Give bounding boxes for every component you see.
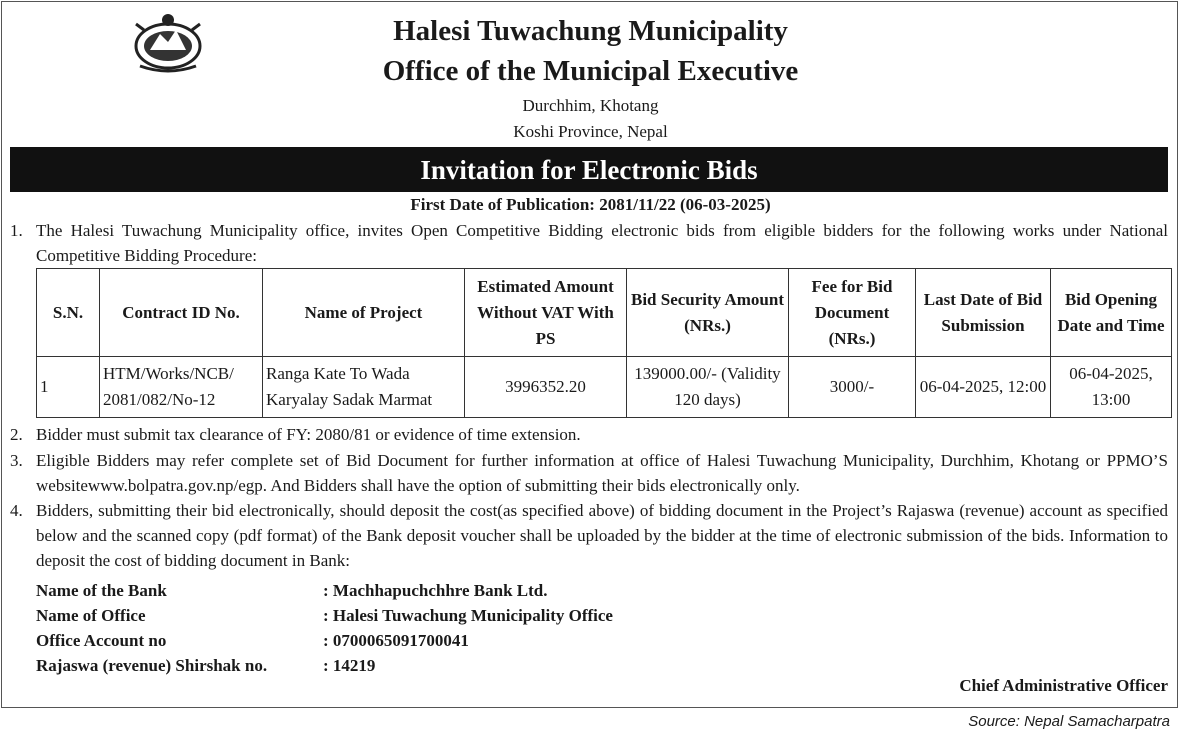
- bank-label: Name of the Bank: [36, 581, 167, 600]
- notice-title: Invitation for Electronic Bids: [10, 147, 1168, 192]
- header-last-date: Last Date of Bid Submission: [916, 269, 1051, 357]
- header-opening: Bid Opening Date and Time: [1051, 269, 1172, 357]
- publication-date: First Date of Publication: 2081/11/22 (06-03-2025): [410, 195, 771, 214]
- bank-label: Name of Office: [36, 606, 146, 625]
- signatory: Chief Administrative Officer: [959, 676, 1168, 695]
- header-bid-security: Bid Security Amount (NRs.): [627, 269, 789, 357]
- bank-row: [36, 653, 936, 678]
- bank-row: [36, 578, 936, 603]
- bid-table: [36, 268, 1172, 418]
- bank-label: Rajaswa (revenue) Shirshak no.: [36, 656, 268, 675]
- office-name: Office of the Municipal Executive: [382, 55, 799, 87]
- bank-row: [36, 603, 936, 628]
- cell-estimate: 3996352.20: [465, 357, 627, 418]
- address-line-1: Durchhim, Khotang: [522, 96, 659, 115]
- cell-contract-id: HTM/Works/NCB/ 2081/082/No-12: [100, 357, 263, 418]
- cell-fee: 3000/-: [789, 357, 916, 418]
- point-number: 2.: [10, 425, 23, 444]
- address-line-2: Koshi Province, Nepal: [513, 122, 668, 141]
- header-fee: Fee for Bid Document (NRs.): [789, 269, 916, 357]
- bank-value: : 0700065091700041: [323, 631, 469, 650]
- bank-details: [36, 578, 936, 678]
- cell-sn: 1: [37, 357, 100, 418]
- cell-last-date: 06-04-2025, 12:00: [916, 357, 1051, 418]
- point-1-text: The Halesi Tuwachung Municipality office, invites Open Competitive Bidding electronic bids from eligible bidders for the following works under National Competitive Bidding Procedure:: [36, 221, 1168, 265]
- bank-value: : Machhapuchchhre Bank Ltd.: [323, 581, 548, 600]
- point-2-text: Bidder must submit tax clearance of FY: 2080/81 or evidence of time extension.: [36, 425, 581, 444]
- cell-project: Ranga Kate To Wada Karyalay Sadak Marmat: [263, 357, 465, 418]
- source-credit: Source: Nepal Samacharpatra: [968, 713, 1170, 730]
- header-contract-id: Contract ID No.: [100, 269, 263, 357]
- point-4-text: Bidders, submitting their bid electronically, should deposit the cost(as specified above) of bidding document in the Project’s Rajaswa (revenue) account as specified below and the scanned copy (pdf format) of the Bank deposit voucher shall be uploaded by the bidder at the time of electronic submission of the bids. Information to deposit the cost of bidding document in Bank:: [36, 501, 1168, 570]
- bank-row: [36, 628, 936, 653]
- cell-bid-security: 139000.00/- (Validity 120 days): [627, 357, 789, 418]
- point-3-text: Eligible Bidders may refer complete set of Bid Document for further information at office of Halesi Tuwachung Municipality, Durchhim, Khotang or PPMO’S websitewww.bolpatra.gov.np/egp. And Bidders shall have the option of submitting their bids electronically only.: [36, 451, 1168, 495]
- table-row: [37, 357, 1172, 418]
- header-project: Name of Project: [263, 269, 465, 357]
- municipality-name: Halesi Tuwachung Municipality: [393, 15, 788, 47]
- bank-value: : Halesi Tuwachung Municipality Office: [323, 606, 613, 625]
- cell-opening: 06-04-2025, 13:00: [1051, 357, 1172, 418]
- table-header-row: [37, 269, 1172, 357]
- bank-value: : 14219: [323, 656, 376, 675]
- header-sn: S.N.: [37, 269, 100, 357]
- point-number: 3.: [10, 451, 23, 470]
- point-number: 4.: [10, 501, 23, 520]
- point-number: 1.: [10, 221, 23, 240]
- header-estimate: Estimated Amount Without VAT With PS: [465, 269, 627, 357]
- bank-label: Office Account no: [36, 631, 167, 650]
